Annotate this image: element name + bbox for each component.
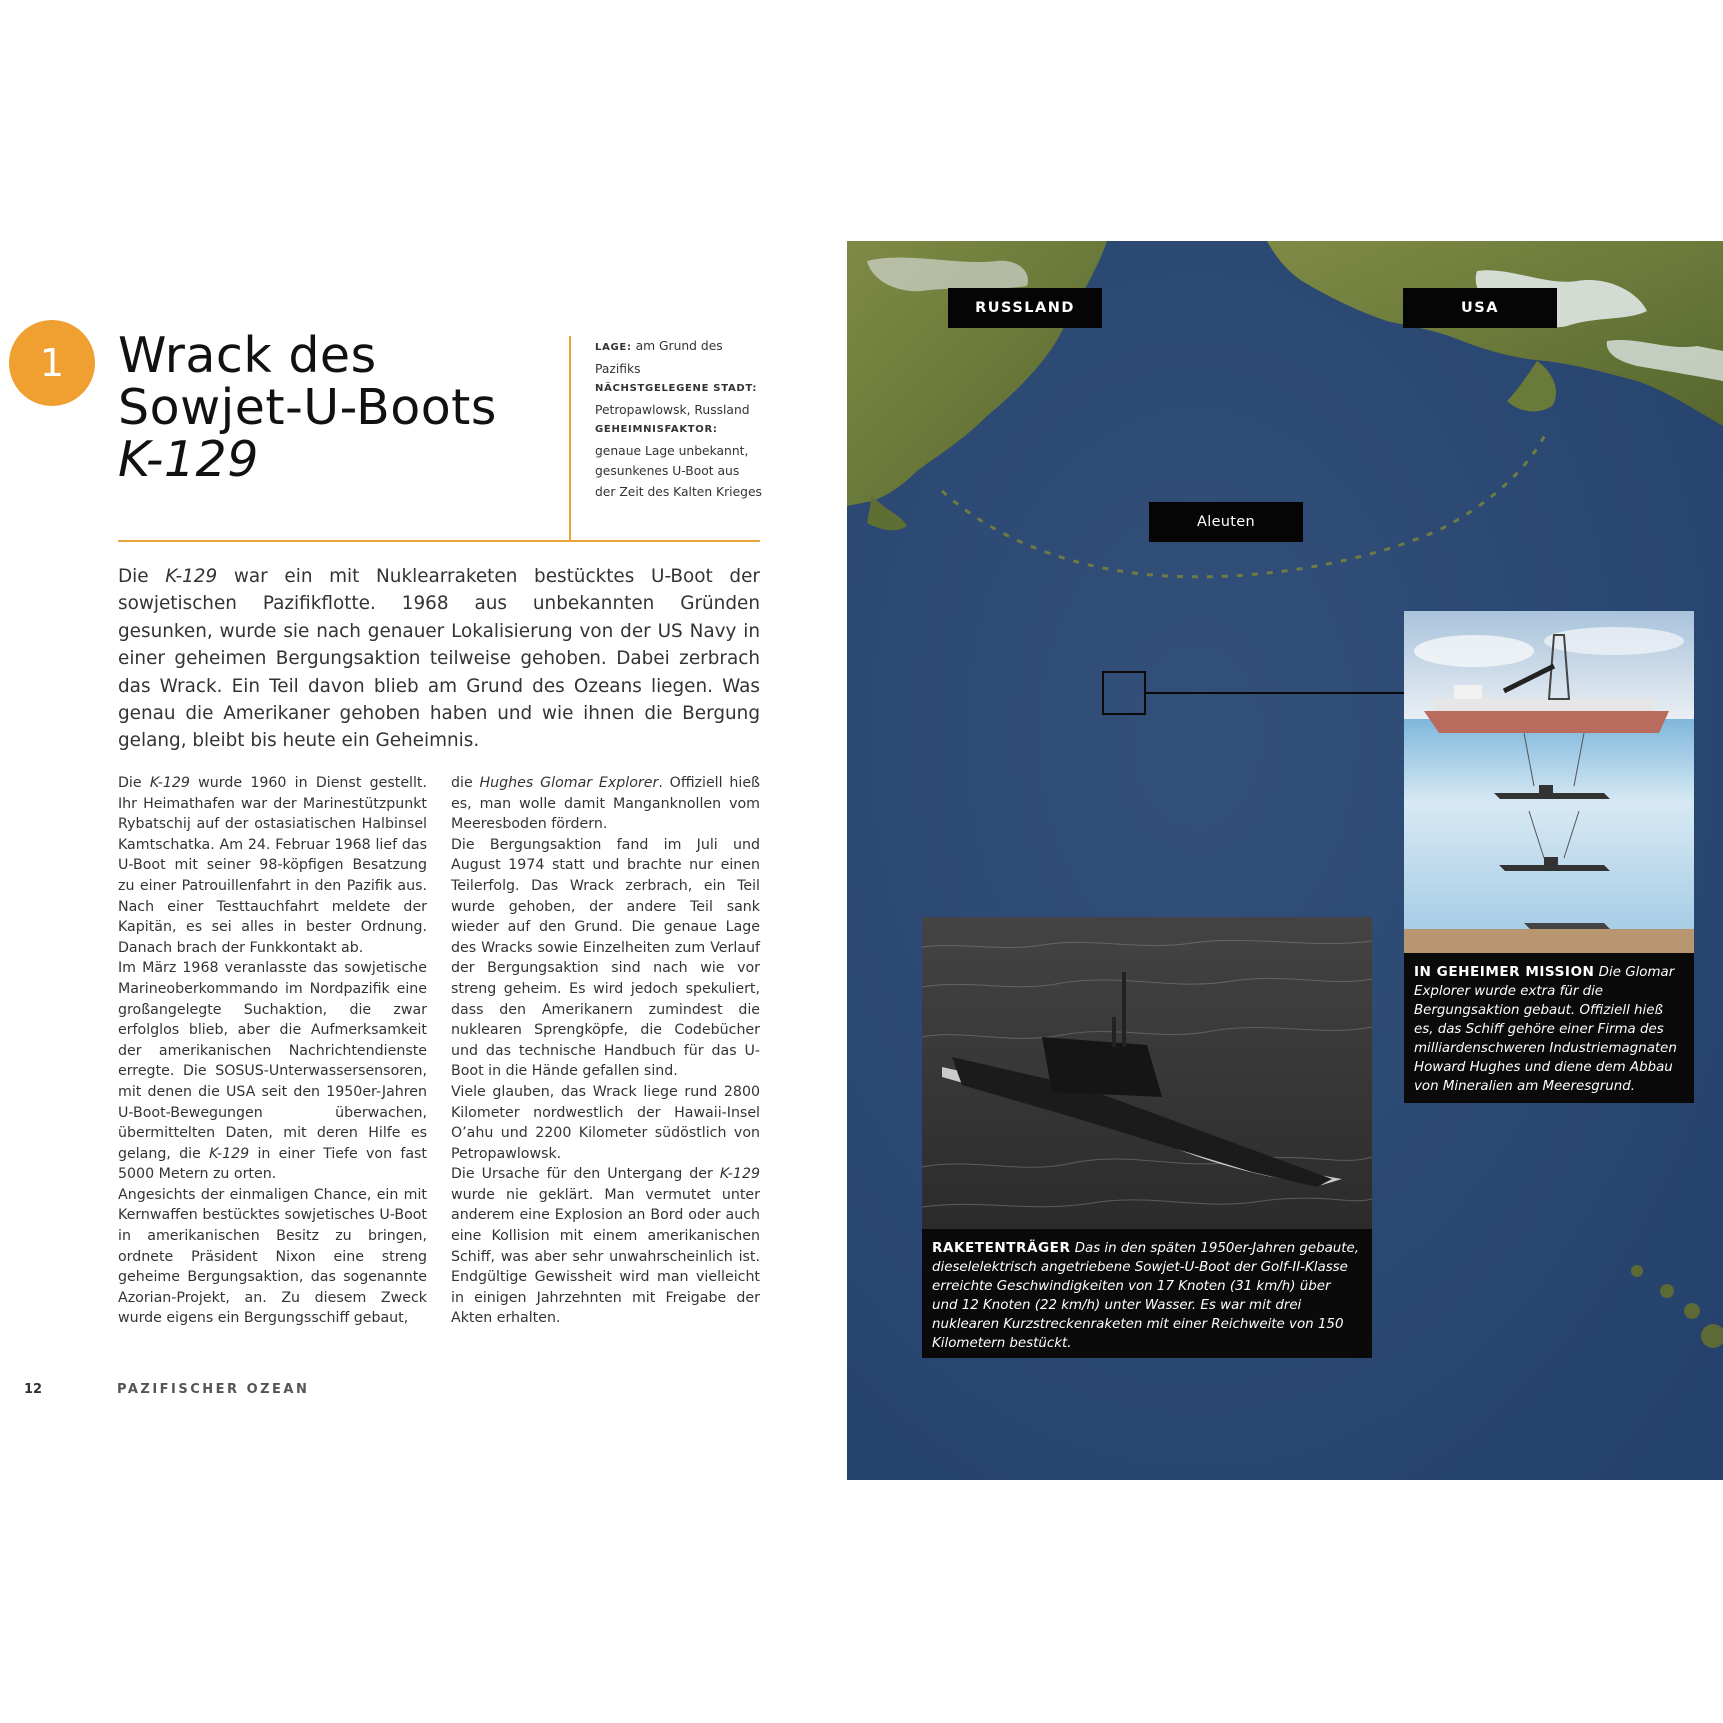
text-span: wurde nie geklärt. Man vermutet unter anderem eine Explosion an Bord oder auch eine Kollision mit einem amerikanischen Schiff, was aber sehr unwahrscheinlich ist. Endgültige Gewissheit wird man vielleicht in einigen Jahrzehnten mit Freigabe der Akten erhalten. [451, 1186, 760, 1327]
italic-span: Hughes Glomar Explorer [479, 775, 659, 791]
caption-submarine-text: Das in den späten 1950er-Jahren gebaute, dieselelektrisch angetriebene Sowjet-U-Boot der Golf-II-Klasse erreichte Geschwindigkeiten von 17 Knoten (31 km/h) über und 12 Knoten (22 km/h) unter Wasser. Es war mit drei nuklearen Kurzstreckenraketen mit einer Reichweite von 150 Kilometern bestückt. [932, 1241, 1360, 1351]
glomar-explorer-diagram [1404, 611, 1694, 953]
submarine-photo [922, 917, 1372, 1229]
text-span: . Offiziell hieß es, man wolle damit Manganknollen vom Meeresboden fördern. [451, 775, 760, 833]
lead-text-2: war ein mit Nuklearraketen bestücktes U-Boot der sowjetischen Pazifikflotte. 1968 aus unbekannten Gründen gesunken, wurde sie nach genauer Lokalisierung von der US Navy in einer geheimen Bergungsaktion teilweise gehoben. Dabei zerbrach das Wrack. Ein Teil davon blieb am Grund des Ozeans liegen. Was genau die Amerikaner gehoben haben und wie ihnen die Bergung gelang, bleibt bis heute ein Geheimnis. [118, 566, 760, 752]
submarine-wreck [1524, 923, 1610, 929]
wreck-location-marker [1102, 671, 1146, 715]
italic-span: K-129 [719, 1166, 760, 1183]
caption-submarine-title: RAKETENTRÄGER [932, 1240, 1071, 1256]
diagram-graphic [1404, 611, 1694, 953]
caption-glomar [1404, 953, 1694, 1103]
page-number: 12 [24, 1382, 43, 1397]
text-span: Die Ursache für den Untergang der [451, 1166, 720, 1183]
cloud [1414, 635, 1534, 667]
submarine-sail [1042, 1037, 1162, 1097]
lead-text-1: Die [118, 566, 166, 587]
marker-connector-line [1146, 692, 1408, 694]
submarine-tower [1544, 857, 1558, 865]
chapter-number-badge [9, 320, 95, 406]
map-label-aleuten: Aleuten [1149, 502, 1303, 542]
italic-span: K-129 [209, 1145, 250, 1162]
geheim-value-3: der Zeit des Kalten Krieges [595, 484, 762, 499]
ship-bridge [1454, 685, 1482, 699]
geheim-value-2: gesunkenes U-Boot aus [595, 464, 740, 478]
lage-value-1: am Grund des [635, 339, 723, 353]
body-column-2 [451, 773, 760, 1329]
lage-value-2: Pazifiks [595, 361, 641, 376]
geheim-value-1: genaue Lage unbekannt, [595, 443, 749, 458]
info-box [569, 336, 775, 540]
submarine-tower [1539, 785, 1553, 793]
page-title [118, 327, 558, 488]
lead-paragraph [118, 563, 760, 755]
map-label-usa: USA [1403, 288, 1557, 328]
title-line-2: Sowjet-U-Boots [118, 379, 497, 436]
header-divider [118, 540, 760, 542]
submarine-mast [1122, 972, 1126, 1047]
title-line-3: K-129 [118, 431, 259, 488]
water [1404, 719, 1694, 929]
chapter-number: 1 [39, 341, 65, 385]
island-hawaii [1684, 1303, 1700, 1319]
submarine-mast [1112, 1017, 1116, 1047]
body-paragraph [118, 958, 427, 1185]
body-column-1 [118, 773, 427, 1329]
text-span: wurde 1960 in Dienst gestellt. Ihr Heimathafen war der Marinestützpunkt Rybatschij auf der ostasiatischen Halbinsel Kamtschatka. Am 24. Februar 1968 lief das U-Boot mit seiner 98-köpfigen Besatzung zu einer Patrouillenfahrt in den Pazifik aus. Nach einer Testtauchfahrt meldete der Kapitän, es sei alles in bester Ordnung. Danach brach der Funkkontakt ab. [118, 775, 427, 956]
island-hawaii [1660, 1284, 1674, 1298]
seabed [1404, 929, 1694, 953]
submarine-stage-2 [1499, 865, 1610, 871]
map-label-russland: RUSSLAND [948, 288, 1102, 328]
caption-glomar-title: IN GEHEIMER MISSION [1414, 964, 1595, 980]
body-paragraph: Angesichts der einmaligen Chance, ein mit Kernwaffen bestücktes sowjetisches U-Boot in amerikanischen Besitz zu bringen, ordnete Präsident Nixon eine streng geheime Bergungsaktion, das sogenannte Azorian-Projekt, an. Zu diesem Zweck wurde eigens ein Bergungsschiff gebaut, [118, 1186, 427, 1327]
caption-submarine [922, 1229, 1372, 1358]
body-paragraph [118, 773, 427, 958]
ship-hull [1424, 711, 1669, 733]
text-span: Im März 1968 veranlasste das sowjetische Marineoberkommando im Nordpazifik eine großangelegte Suchaktion, die zwar erfolglos blieb, aber die Aufmerksamkeit der amerikanischen Nachrichtendienste erregte. Die SOSUS-Unterwassersensoren, mit denen die USA seit den 1950er-Jahren U-Boot-Bewegungen überwachen, übermittelten Daten, mit deren Hilfe es gelang, die [118, 960, 427, 1162]
geheim-label: GEHEIMNISFAKTOR: [595, 424, 718, 435]
snow-patch [867, 257, 1028, 291]
lage-label: LAGE: [595, 342, 632, 353]
stadt-value: Petropawlowsk, Russland [595, 402, 750, 417]
body-paragraph [451, 1164, 760, 1329]
italic-span: K-129 [149, 775, 190, 791]
text-span: Die [118, 775, 150, 791]
caption-glomar-text: Die Glomar Explorer wurde extra für die Bergungsaktion gebaut. Offiziell hieß es, das Schiff gehöre einer Firma des milliardenschweren Industriemagnaten Howard Hughes und diene dem Abbau von Mineralien am Meeresgrund. [1414, 965, 1677, 1094]
stadt-label: NÄCHSTGELEGENE STADT: [595, 383, 758, 394]
island-hawaii [1631, 1265, 1643, 1277]
text-span: die [451, 775, 480, 791]
submarine-stage-1 [1494, 793, 1610, 799]
body-paragraph: Die Bergungsaktion fand im Juli und August 1974 statt und brachte nur einen Teilerfolg. Das Wrack zerbrach, ein Teil wurde gehoben, der andere Teil sank wieder auf den Grund. Die genaue Lage des Wracks sowie Einzelheiten zum Verlauf der Bergungsaktion sind nach wie vor streng geheim. Es wird jedoch spekuliert, dass den Amerikanern zumindest die nuklearen Sprengköpfe, die Codebücher und das technische Handbuch für das U-Boot in die Hände gefallen sind. [451, 836, 760, 1080]
title-line-1: Wrack des [118, 327, 377, 384]
satellite-map [847, 241, 1723, 1480]
body-paragraph [451, 773, 760, 835]
running-footer: PAZIFISCHER OZEAN [117, 1382, 310, 1397]
lead-italic: K-129 [165, 566, 218, 587]
photo-graphic [922, 917, 1372, 1229]
ship-deck [1434, 699, 1654, 711]
body-paragraph: Viele glauben, das Wrack liege rund 2800 Kilometer nordwestlich der Hawaii-Insel O’ahu und 2200 Kilometer südöstlich von Petropawlowsk. [451, 1083, 760, 1162]
text-span: in einer Tiefe von fast 5000 Metern zu orten. [118, 1145, 427, 1183]
